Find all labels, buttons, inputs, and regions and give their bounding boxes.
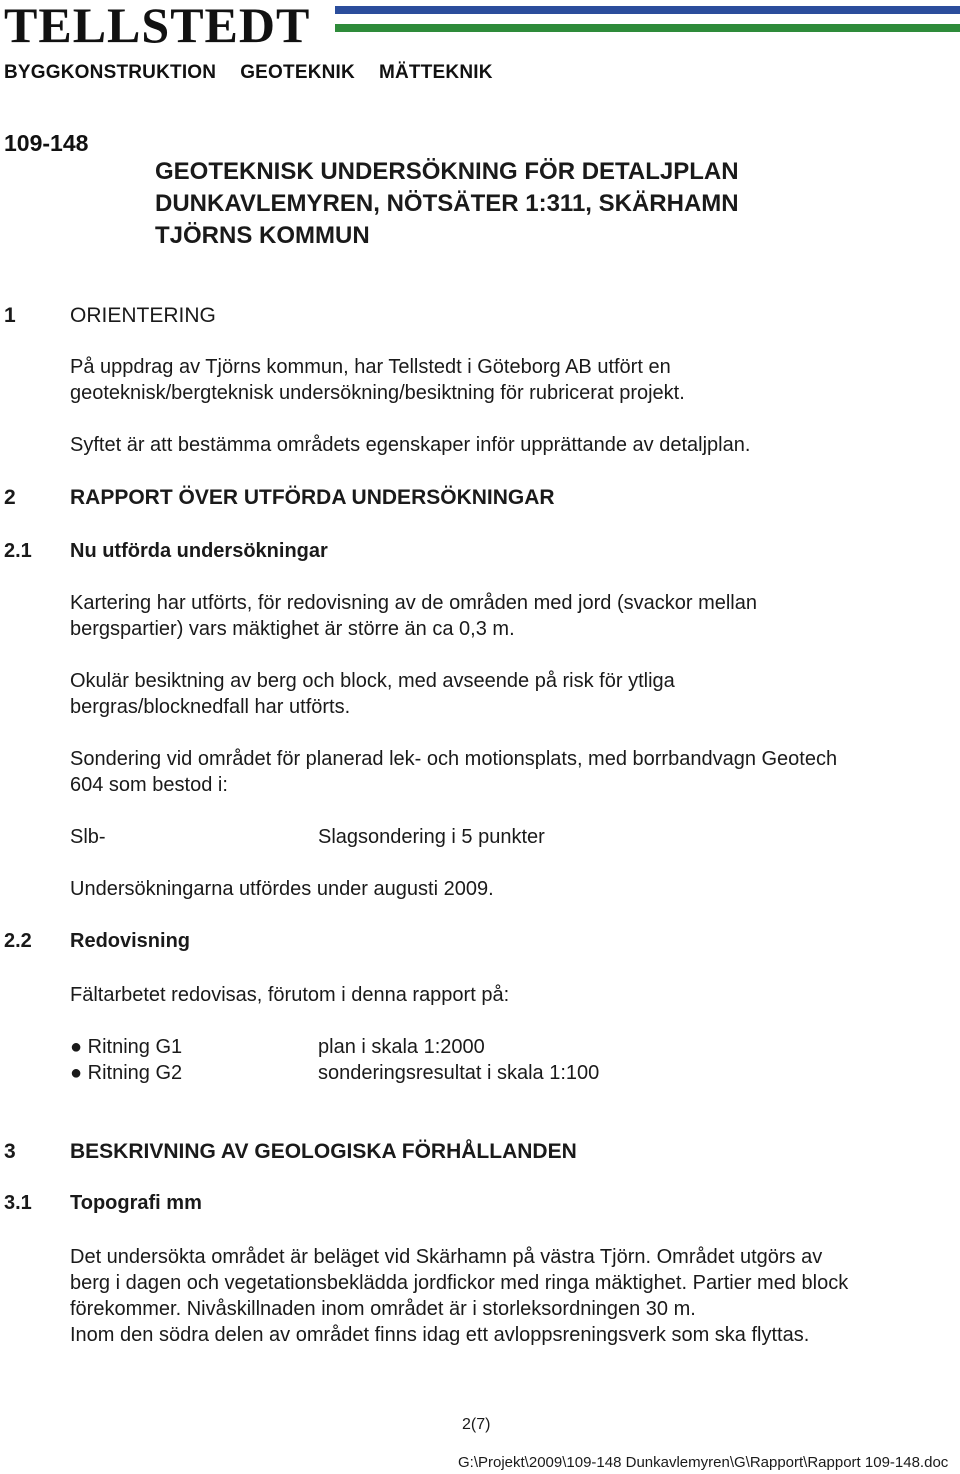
- drawing-description: sonderingsresultat i skala 1:100: [318, 1062, 600, 1084]
- section-2-1-paragraph-1-line-2: bergspartier) vars mäktighet är större än ca 0,3 m.: [70, 618, 515, 640]
- drawing-name: Ritning G2: [87, 1062, 183, 1084]
- section-2-1-heading: Nu utförda undersökningar: [70, 540, 328, 562]
- section-1-paragraph-2: Syftet är att bestämma områdets egenskaper inför upprättande av detaljplan.: [70, 434, 751, 456]
- section-2-2-number: 2.2: [4, 930, 32, 952]
- section-3-1-line-3: förekommer. Nivåskillnaden inom området är i storleksordningen 30 m.: [70, 1298, 696, 1320]
- division-byggkonstruktion: BYGGKONSTRUKTION: [4, 62, 217, 83]
- section-2-1-paragraph-4: Undersökningarna utfördes under augusti 2009.: [70, 878, 494, 900]
- section-2-2-heading: Redovisning: [70, 930, 191, 952]
- page-number: 2(7): [462, 1416, 491, 1433]
- section-3-1-number: 3.1: [4, 1192, 32, 1214]
- method-code: Slb-: [70, 826, 106, 848]
- section-2-1-number: 2.1: [4, 540, 32, 562]
- report-title-line-2: DUNKAVLEMYREN, NÖTSÄTER 1:311, SKÄRHAMN: [155, 190, 739, 217]
- section-1-paragraph-1-line-1: På uppdrag av Tjörns kommun, har Tellstedt i Göteborg AB utfört en: [70, 356, 671, 378]
- section-1-heading: ORIENTERING: [70, 304, 216, 327]
- report-title-line-3: TJÖRNS KOMMUN: [155, 222, 370, 249]
- drawing-name: Ritning G1: [87, 1036, 183, 1058]
- section-3-1-line-1: Det undersökta området är beläget vid Skärhamn på västra Tjörn. Området utgörs av: [70, 1246, 823, 1268]
- section-2-heading: RAPPORT ÖVER UTFÖRDA UNDERSÖKNINGAR: [70, 486, 555, 509]
- section-3-number: 3: [4, 1140, 16, 1163]
- section-2-1-paragraph-2-line-2: bergras/blocknedfall har utförts.: [70, 696, 351, 718]
- company-divisions: [4, 62, 517, 84]
- section-1-paragraph-1-line-2: geoteknisk/bergteknisk undersökning/besiktning för rubricerat projekt.: [70, 382, 685, 404]
- drawing-description: plan i skala 1:2000: [318, 1036, 485, 1058]
- project-number: 109-148: [4, 130, 89, 156]
- drawing-list-item: [70, 1060, 182, 1086]
- method-description: Slagsondering i 5 punkter: [318, 826, 545, 848]
- section-2-2-intro: Fältarbetet redovisas, förutom i denna rapport på:: [70, 984, 510, 1006]
- drawing-list-item: [70, 1034, 182, 1060]
- section-2-1-paragraph-2-line-1: Okulär besiktning av berg och block, med avseende på risk för ytliga: [70, 670, 675, 692]
- section-3-1-line-4: Inom den södra delen av området finns idag ett avloppsreningsverk som ska flyttas.: [70, 1324, 810, 1346]
- bullet-icon: ●: [70, 1036, 83, 1058]
- section-2-number: 2: [4, 486, 16, 509]
- bullet-icon: ●: [70, 1062, 83, 1084]
- division-geoteknik: GEOTEKNIK: [240, 62, 355, 83]
- logo-bar-green: [335, 24, 960, 32]
- section-3-1-line-2: berg i dagen och vegetationsbeklädda jordfickor med ringa mäktighet. Partier med block: [70, 1272, 849, 1294]
- section-1-number: 1: [4, 304, 16, 327]
- section-3-heading: BESKRIVNING AV GEOLOGISKA FÖRHÅLLANDEN: [70, 1140, 577, 1163]
- section-2-1-paragraph-3-line-1: Sondering vid området för planerad lek- och motionsplats, med borrbandvagn Geotech: [70, 748, 838, 770]
- company-logo-name: TELLSTEDT: [4, 0, 311, 53]
- division-matteknik: MÄTTEKNIK: [378, 62, 493, 83]
- document-path: G:\Projekt\2009\109-148 Dunkavlemyren\G\Rapport\Rapport 109-148.doc: [458, 1454, 949, 1471]
- logo-bar-blue: [335, 6, 960, 14]
- section-3-1-heading: Topografi mm: [70, 1192, 202, 1214]
- report-title-line-1: GEOTEKNISK UNDERSÖKNING FÖR DETALJPLAN: [155, 158, 739, 185]
- section-2-1-paragraph-3-line-2: 604 som bestod i:: [70, 774, 228, 796]
- section-2-1-paragraph-1-line-1: Kartering har utförts, för redovisning av de områden med jord (svackor mellan: [70, 592, 757, 614]
